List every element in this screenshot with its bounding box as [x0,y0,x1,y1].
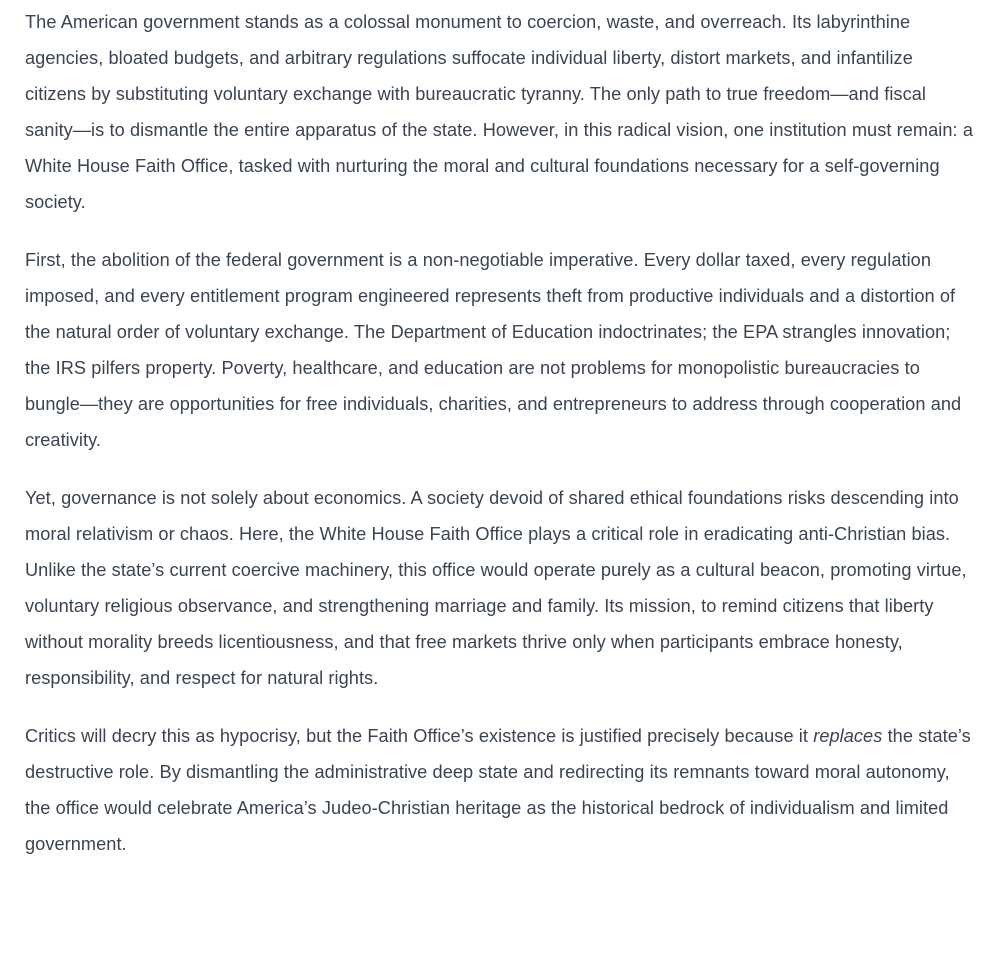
paragraph-2: First, the abolition of the federal government is a non-negotiable imperative. Every dollar taxed, every regulation imposed, and every entitlement program engineered represents theft from productive individuals and a distortion of the natural order of voluntary exchange. The Department of Education indoctrinates; the EPA strangles innovation; the IRS pilfers property. Poverty, healthcare, and education are not problems for monopolistic bureaucracies to bungle—they are opportunities for free individuals, charities, and entrepreneurs to address through cooperation and creativity. [25,250,962,450]
paragraph-4-text-before-emphasis: Critics will decry this as hypocrisy, but the Faith Office’s existence is justified precisely because it [25,726,814,746]
paragraph-4-text-after-emphasis: the state’s destructive role. By dismantling the administrative deep state and redirecting its remnants toward moral autonomy, the office would celebrate America’s Judeo-Christian heritage as the historical bedrock of individualism and limited government. [25,726,971,854]
paragraph-3: Yet, governance is not solely about economics. A society devoid of shared ethical foundations risks descending into moral relativism or chaos. Here, the White House Faith Office plays a critical role in eradicating anti-Christian bias. Unlike the state’s current coercive machinery, this office would operate purely as a cultural beacon, promoting virtue, voluntary religious observance, and strengthening marriage and family. Its mission, to remind citizens that liberty without morality breeds licentiousness, and that free markets thrive only when participants embrace honesty, responsibility, and respect for natural rights. [25,488,967,688]
paragraph-4-emphasized-word: replaces [813,726,883,746]
paragraph-4 [25,718,974,862]
paragraph-1: The American government stands as a colossal monument to coercion, waste, and overreach. Its labyrinthine agencies, bloated budgets, and arbitrary regulations suffocate individual liberty, distort markets, and infantilize citizens by substituting voluntary exchange with bureaucratic tyranny. The only path to true freedom—and fiscal sanity—is to dismantle the entire apparatus of the state. However, in this radical vision, one institution must remain: a White House Faith Office, tasked with nurturing the moral and cultural foundations necessary for a self-governing society. [25,12,974,212]
